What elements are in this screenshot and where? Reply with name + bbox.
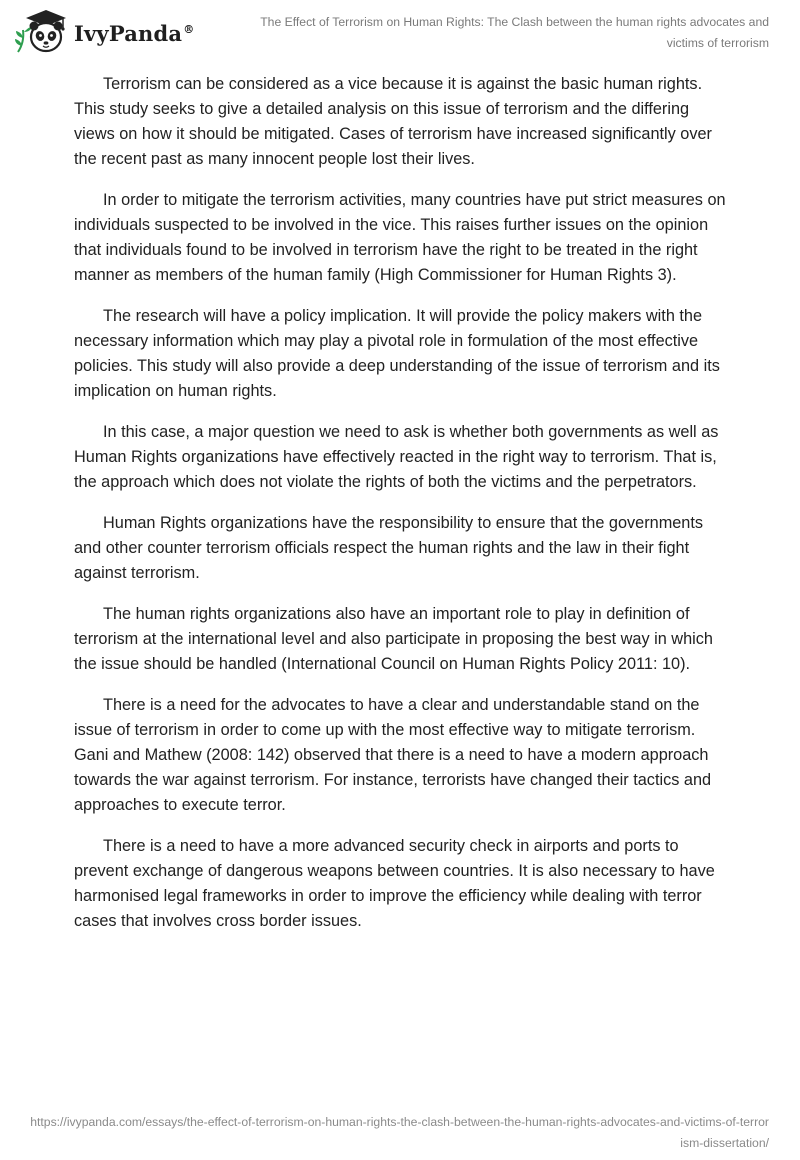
logo-wordmark: [74, 21, 194, 46]
paragraph-4: In this case, a major question we need to ask is whether both governments as well as Human Rights organizations have effectively reacted in the right way to terrorism. That is, the approach which does not violate the rights of both the victims and the perpetrators.: [74, 423, 719, 491]
paragraph-8: There is a need to have a more advanced security check in airports and ports to prevent exchange of dangerous weapons between countries. It is also necessary to have harmonised legal frameworks in order to improve the efficiency while dealing with terror cases that involves cross border issues.: [74, 837, 715, 930]
panda-graduate-icon: [14, 8, 68, 56]
registered-mark: ®: [183, 22, 195, 36]
paragraph-6: The human rights organizations also have an important role to play in definition of terrorism at the international level and also participate in proposing the best way in which the issue should be handled (International Council on Human Rights Policy 2011: 10).: [74, 605, 713, 673]
paragraph-5: Human Rights organizations have the responsibility to ensure that the governments and other counter terrorism officials respect the human rights and the law in their fight against terrorism.: [74, 514, 704, 582]
paragraph-7: There is a need for the advocates to have a clear and understandable stand on the issue of terrorism in order to come up with the most effective way to mitigate terrorism. Gani and Mathew (2008: 142) observed that there is a need to have a modern approach towards the war against terrorism. For instance, terrorists have changed their tactics and approaches to execute terror.: [74, 696, 712, 814]
logo-name: IvyPanda: [74, 20, 183, 46]
source-url-link[interactable]: https://ivypanda.com/essays/the-effect-of-terrorism-on-human-rights-the-clash-between-the-human-rights-advocates-and-victims-of-terrorism-dissertation/: [30, 1115, 769, 1150]
ivypanda-logo[interactable]: [14, 8, 194, 56]
paragraph-1: Terrorism can be considered as a vice because it is against the basic human rights. This study seeks to give a detailed analysis on this issue of terrorism and the differing views on how it should be mitigated. Cases of terrorism have increased significantly over the recent past as many innocent people lost their lives.: [74, 75, 712, 168]
document-title: The Effect of Terrorism on Human Rights: The Clash between the human rights advocates and victims of terrorism: [260, 15, 769, 50]
paragraph-3: The research will have a policy implication. It will provide the policy makers with the necessary information which may play a pivotal role in formulation of the most effective policies. This study will also provide a deep understanding of the issue of terrorism and its implication on human rights.: [74, 307, 720, 400]
essay-body: [74, 72, 734, 950]
paragraph-2: In order to mitigate the terrorism activities, many countries have put strict measures on individuals suspected to be involved in the vice. This raises further issues on the opinion that individuals found to be involved in terrorism have the right to be treated in the right manner as members of the human family (High Commissioner for Human Rights 3).: [74, 191, 726, 284]
page-header: [0, 0, 800, 60]
